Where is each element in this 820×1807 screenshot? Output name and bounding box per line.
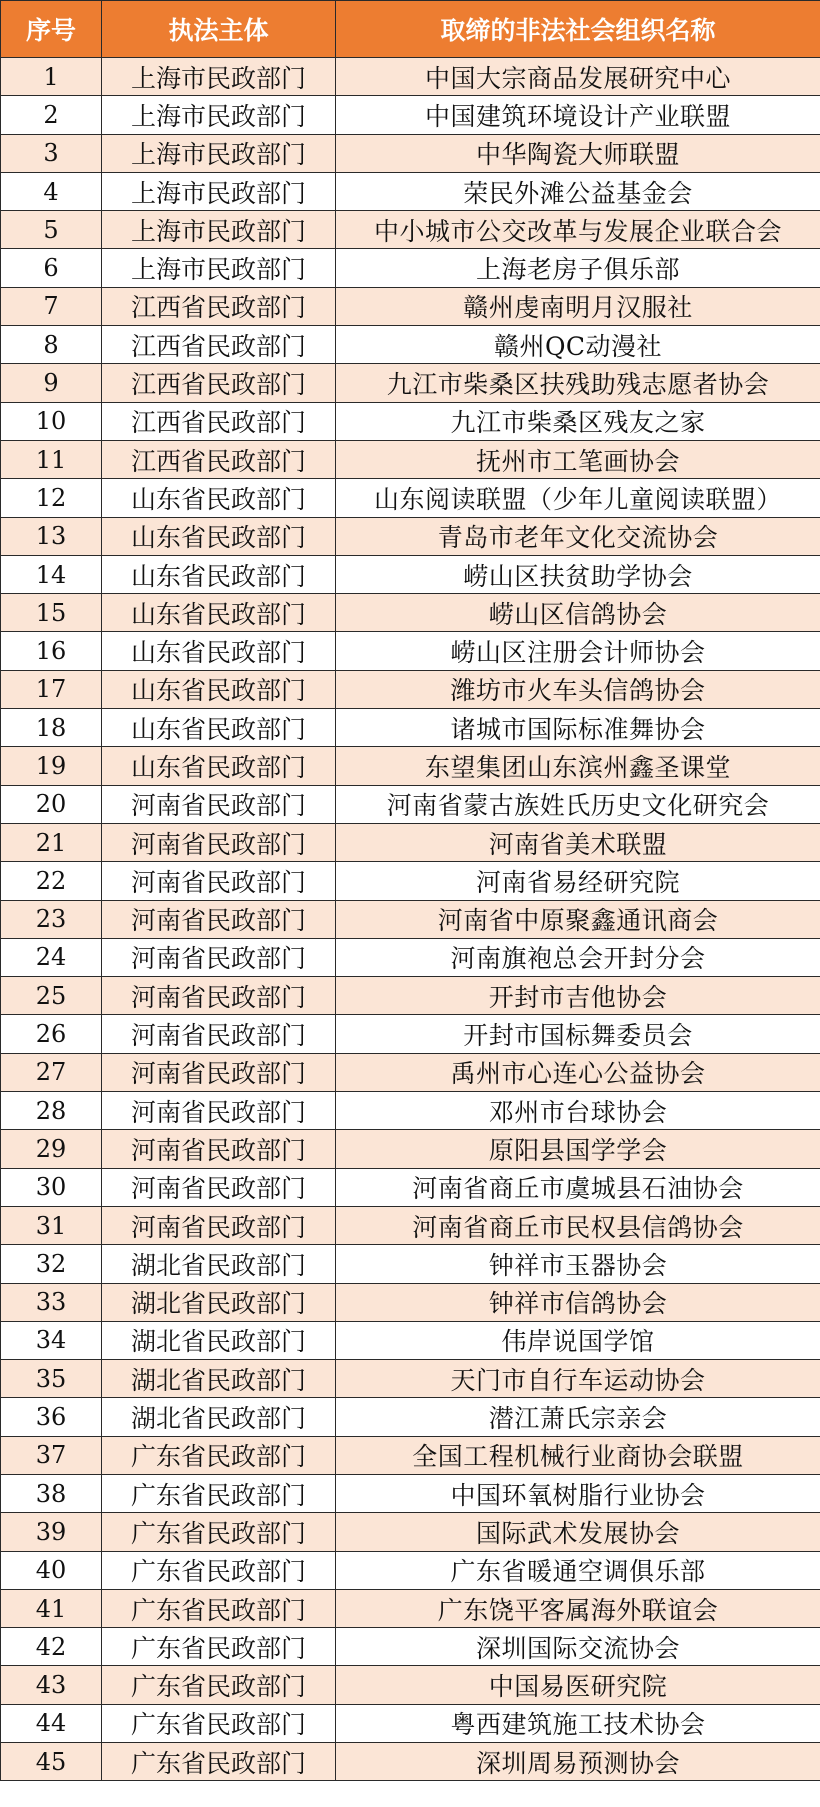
table-row [1,1398,820,1436]
enforcement-body-cell: 广东省民政部门 [102,1666,336,1704]
organization-name-cell: 中国易医研究院 [336,1666,820,1704]
table-row [1,1436,820,1474]
organization-name-cell: 深圳周易预测协会 [336,1743,820,1781]
table-row [1,1245,820,1283]
enforcement-body-cell: 河南省民政部门 [102,977,336,1015]
header-serial-number: 序号 [1,1,102,58]
enforcement-body-cell: 广东省民政部门 [102,1513,336,1551]
serial-number-cell: 19 [1,747,102,785]
organization-name-cell: 禹州市心连心公益协会 [336,1053,820,1091]
enforcement-body-cell: 江西省民政部门 [102,440,336,478]
organization-name-cell: 诸城市国际标准舞协会 [336,709,820,747]
enforcement-body-cell: 广东省民政部门 [102,1551,336,1589]
enforcement-body-cell: 上海市民政部门 [102,58,336,96]
serial-number-cell: 4 [1,172,102,210]
organization-name-cell: 九江市柴桑区扶残助残志愿者协会 [336,364,820,402]
organization-name-cell: 崂山区信鸽协会 [336,594,820,632]
organization-name-cell: 上海老房子俱乐部 [336,249,820,287]
enforcement-body-cell: 山东省民政部门 [102,517,336,555]
organization-name-cell: 崂山区扶贫助学协会 [336,555,820,593]
header-organization-name: 取缔的非法社会组织名称 [336,1,820,58]
header-row [1,1,820,58]
serial-number-cell: 44 [1,1704,102,1742]
serial-number-cell: 15 [1,594,102,632]
table-row [1,1168,820,1206]
serial-number-cell: 12 [1,479,102,517]
enforcement-body-cell: 广东省民政部门 [102,1474,336,1512]
organization-name-cell: 河南省中原聚鑫通讯商会 [336,900,820,938]
table-row [1,709,820,747]
serial-number-cell: 32 [1,1245,102,1283]
table-row [1,172,820,210]
serial-number-cell: 27 [1,1053,102,1091]
organization-name-cell: 中国大宗商品发展研究中心 [336,58,820,96]
enforcement-body-cell: 湖北省民政部门 [102,1398,336,1436]
organization-name-cell: 抚州市工笔画协会 [336,440,820,478]
table-row [1,364,820,402]
table-row [1,1589,820,1627]
organization-name-cell: 中国建筑环境设计产业联盟 [336,96,820,134]
organization-name-cell: 国际武术发展协会 [336,1513,820,1551]
table-row [1,632,820,670]
organization-name-cell: 天门市自行车运动协会 [336,1360,820,1398]
table-row [1,1053,820,1091]
enforcement-body-cell: 河南省民政部门 [102,1092,336,1130]
organization-name-cell: 广东饶平客属海外联谊会 [336,1589,820,1627]
enforcement-body-cell: 河南省民政部门 [102,1053,336,1091]
organization-name-cell: 开封市吉他协会 [336,977,820,1015]
enforcement-body-cell: 河南省民政部门 [102,1168,336,1206]
table-row [1,287,820,325]
enforcement-body-cell: 江西省民政部门 [102,364,336,402]
enforcement-body-cell: 上海市民政部门 [102,249,336,287]
serial-number-cell: 11 [1,440,102,478]
serial-number-cell: 8 [1,326,102,364]
enforcement-body-cell: 上海市民政部门 [102,172,336,210]
enforcement-body-cell: 山东省民政部门 [102,632,336,670]
table-row [1,862,820,900]
organization-name-cell: 钟祥市信鸽协会 [336,1283,820,1321]
table-row [1,938,820,976]
table-row [1,1130,820,1168]
table-row [1,402,820,440]
table-row [1,249,820,287]
organization-name-cell: 潍坊市火车头信鸽协会 [336,670,820,708]
serial-number-cell: 28 [1,1092,102,1130]
enforcement-body-cell: 河南省民政部门 [102,823,336,861]
table-row [1,1283,820,1321]
enforcement-body-cell: 江西省民政部门 [102,326,336,364]
organization-name-cell: 邓州市台球协会 [336,1092,820,1130]
serial-number-cell: 18 [1,709,102,747]
organization-name-cell: 东望集团山东滨州鑫圣课堂 [336,747,820,785]
organization-name-cell: 青岛市老年文化交流协会 [336,517,820,555]
enforcement-body-cell: 河南省民政部门 [102,1130,336,1168]
enforcement-body-cell: 山东省民政部门 [102,670,336,708]
serial-number-cell: 26 [1,1015,102,1053]
table-row [1,211,820,249]
organization-name-cell: 河南省美术联盟 [336,823,820,861]
table-row [1,900,820,938]
enforcement-body-cell: 河南省民政部门 [102,1015,336,1053]
table-row [1,1704,820,1742]
table-row [1,96,820,134]
table-row [1,134,820,172]
organization-name-cell: 河南旗袍总会开封分会 [336,938,820,976]
table-row [1,555,820,593]
table-header [1,1,820,58]
enforcement-body-cell: 山东省民政部门 [102,747,336,785]
table-row [1,670,820,708]
table-row [1,1360,820,1398]
table-row [1,823,820,861]
enforcement-body-cell: 湖北省民政部门 [102,1283,336,1321]
serial-number-cell: 6 [1,249,102,287]
table-row [1,1092,820,1130]
organization-name-cell: 赣州虔南明月汉服社 [336,287,820,325]
serial-number-cell: 3 [1,134,102,172]
organization-name-cell: 山东阅读联盟（少年儿童阅读联盟） [336,479,820,517]
serial-number-cell: 29 [1,1130,102,1168]
table-row [1,747,820,785]
organization-name-cell: 原阳县国学学会 [336,1130,820,1168]
table-row [1,326,820,364]
table-row [1,594,820,632]
enforcement-body-cell: 江西省民政部门 [102,402,336,440]
serial-number-cell: 38 [1,1474,102,1512]
table-row [1,1206,820,1244]
enforcement-body-cell: 山东省民政部门 [102,594,336,632]
serial-number-cell: 41 [1,1589,102,1627]
serial-number-cell: 13 [1,517,102,555]
enforcement-body-cell: 河南省民政部门 [102,862,336,900]
enforcement-body-cell: 广东省民政部门 [102,1436,336,1474]
organization-name-cell: 荣民外滩公益基金会 [336,172,820,210]
serial-number-cell: 25 [1,977,102,1015]
table-row [1,1513,820,1551]
serial-number-cell: 17 [1,670,102,708]
serial-number-cell: 1 [1,58,102,96]
organization-name-cell: 中国环氧树脂行业协会 [336,1474,820,1512]
table-row [1,1474,820,1512]
table-row [1,1628,820,1666]
serial-number-cell: 23 [1,900,102,938]
serial-number-cell: 40 [1,1551,102,1589]
enforcement-body-cell: 广东省民政部门 [102,1704,336,1742]
organization-name-cell: 河南省蒙古族姓氏历史文化研究会 [336,785,820,823]
enforcement-body-cell: 山东省民政部门 [102,555,336,593]
enforcement-body-cell: 山东省民政部门 [102,479,336,517]
serial-number-cell: 35 [1,1360,102,1398]
organization-name-cell: 崂山区注册会计师协会 [336,632,820,670]
serial-number-cell: 31 [1,1206,102,1244]
organization-name-cell: 中华陶瓷大师联盟 [336,134,820,172]
enforcement-body-cell: 湖北省民政部门 [102,1360,336,1398]
organization-name-cell: 河南省商丘市民权县信鸽协会 [336,1206,820,1244]
table-row [1,440,820,478]
enforcement-body-cell: 上海市民政部门 [102,96,336,134]
table-row [1,479,820,517]
serial-number-cell: 24 [1,938,102,976]
organization-name-cell: 河南省商丘市虞城县石油协会 [336,1168,820,1206]
serial-number-cell: 37 [1,1436,102,1474]
enforcement-body-cell: 湖北省民政部门 [102,1245,336,1283]
table-row [1,58,820,96]
serial-number-cell: 34 [1,1321,102,1359]
table-row [1,977,820,1015]
enforcement-body-cell: 河南省民政部门 [102,785,336,823]
serial-number-cell: 22 [1,862,102,900]
serial-number-cell: 45 [1,1743,102,1781]
organization-name-cell: 河南省易经研究院 [336,862,820,900]
serial-number-cell: 5 [1,211,102,249]
organization-name-cell: 潜江萧氏宗亲会 [336,1398,820,1436]
serial-number-cell: 33 [1,1283,102,1321]
serial-number-cell: 42 [1,1628,102,1666]
enforcement-body-cell: 广东省民政部门 [102,1628,336,1666]
table-row [1,785,820,823]
table-row [1,1666,820,1704]
serial-number-cell: 2 [1,96,102,134]
enforcement-body-cell: 河南省民政部门 [102,1206,336,1244]
organization-name-cell: 广东省暖通空调俱乐部 [336,1551,820,1589]
serial-number-cell: 21 [1,823,102,861]
organization-name-cell: 钟祥市玉器协会 [336,1245,820,1283]
enforcement-body-cell: 河南省民政部门 [102,900,336,938]
serial-number-cell: 16 [1,632,102,670]
table-body [1,58,820,1781]
organization-name-cell: 全国工程机械行业商协会联盟 [336,1436,820,1474]
table-row [1,1015,820,1053]
organization-name-cell: 赣州QC动漫社 [336,326,820,364]
enforcement-body-cell: 山东省民政部门 [102,709,336,747]
enforcement-body-cell: 广东省民政部门 [102,1743,336,1781]
serial-number-cell: 7 [1,287,102,325]
organization-name-cell: 粤西建筑施工技术协会 [336,1704,820,1742]
serial-number-cell: 10 [1,402,102,440]
enforcement-body-cell: 湖北省民政部门 [102,1321,336,1359]
enforcement-body-cell: 上海市民政部门 [102,134,336,172]
table-row [1,1321,820,1359]
serial-number-cell: 36 [1,1398,102,1436]
serial-number-cell: 9 [1,364,102,402]
organization-name-cell: 九江市柴桑区残友之家 [336,402,820,440]
serial-number-cell: 43 [1,1666,102,1704]
serial-number-cell: 39 [1,1513,102,1551]
enforcement-body-cell: 江西省民政部门 [102,287,336,325]
serial-number-cell: 20 [1,785,102,823]
enforcement-body-cell: 上海市民政部门 [102,211,336,249]
organization-name-cell: 伟岸说国学馆 [336,1321,820,1359]
table-row [1,1743,820,1781]
organization-name-cell: 开封市国标舞委员会 [336,1015,820,1053]
organization-name-cell: 深圳国际交流协会 [336,1628,820,1666]
header-enforcement-body: 执法主体 [102,1,336,58]
serial-number-cell: 14 [1,555,102,593]
table-row [1,1551,820,1589]
serial-number-cell: 30 [1,1168,102,1206]
organization-name-cell: 中小城市公交改革与发展企业联合会 [336,211,820,249]
table-row [1,517,820,555]
enforcement-body-cell: 河南省民政部门 [102,938,336,976]
enforcement-body-cell: 广东省民政部门 [102,1589,336,1627]
